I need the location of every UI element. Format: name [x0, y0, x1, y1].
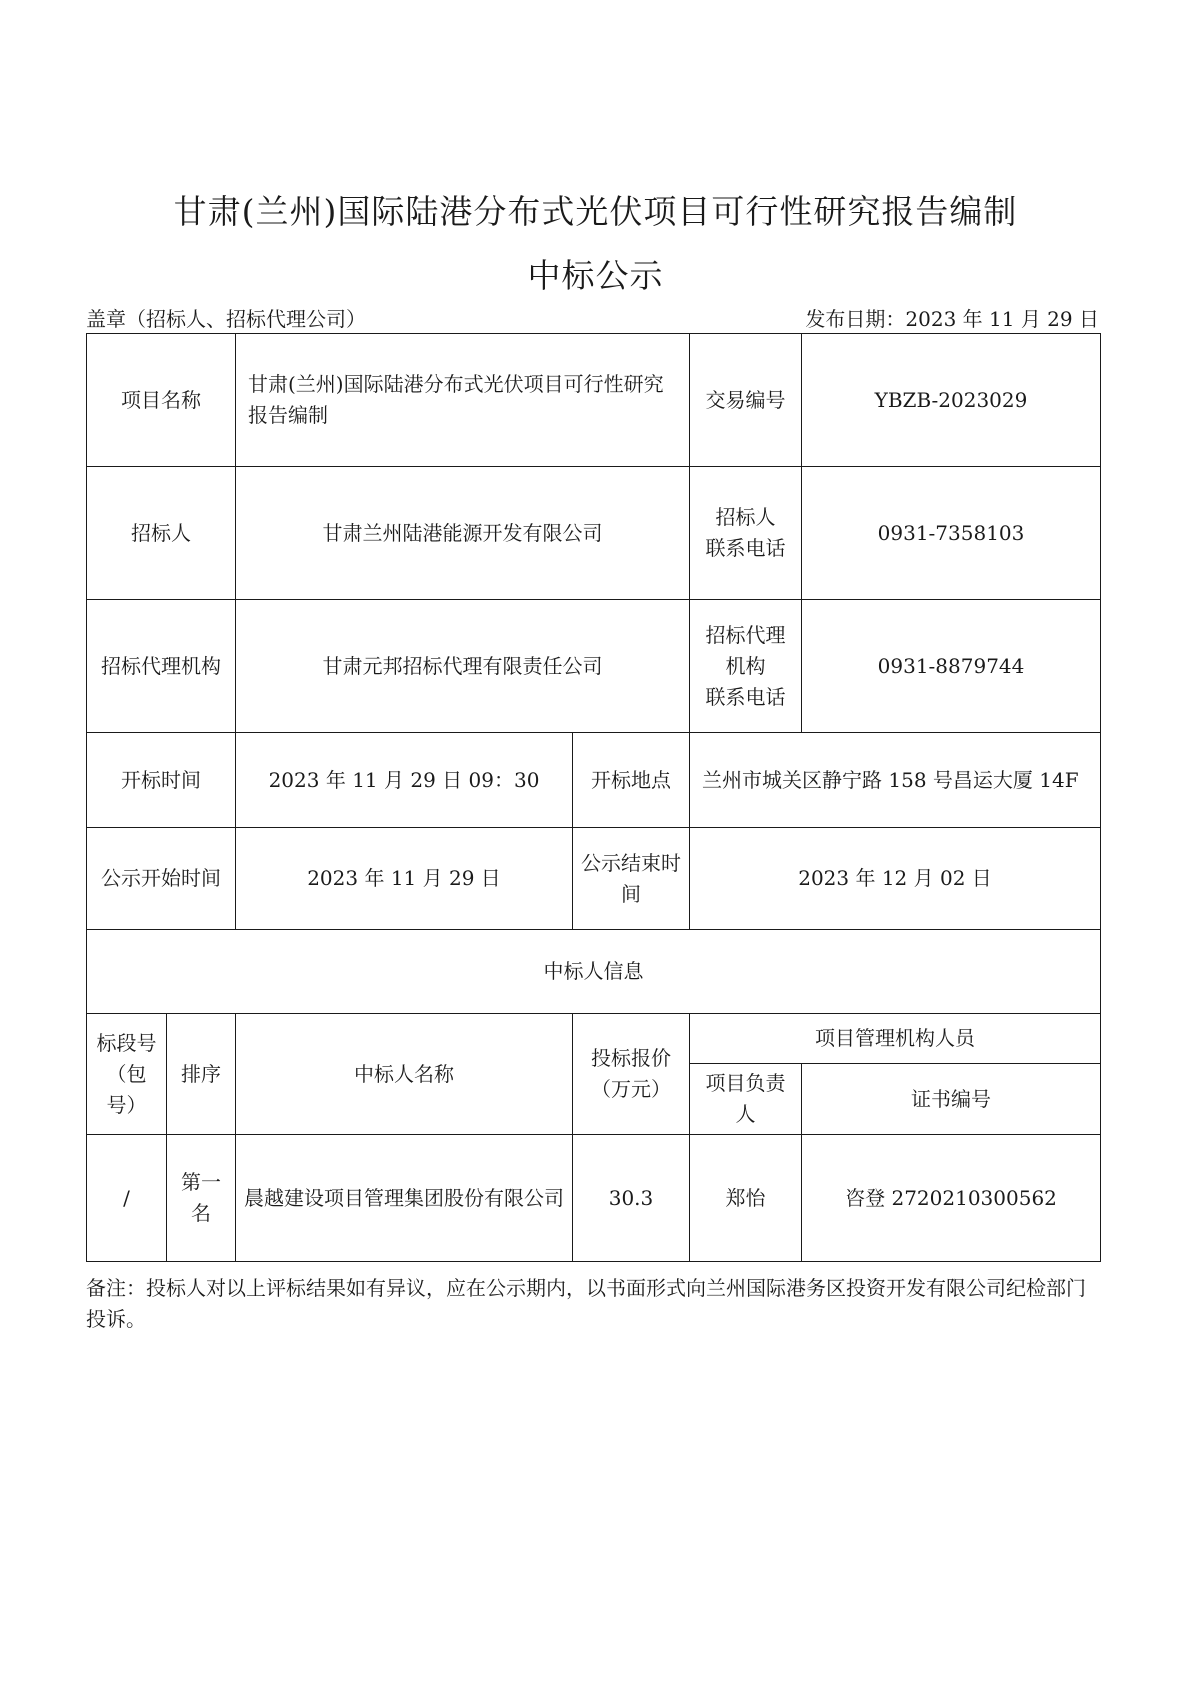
- tenderer-phone-label-line2: 联系电话: [705, 536, 786, 560]
- table-row: [87, 733, 1101, 828]
- winner-project-leader: 郑怡: [690, 1135, 802, 1262]
- winner-bid-price: 30.3: [573, 1135, 690, 1262]
- publicity-end-label: 公示结束时间: [573, 828, 690, 930]
- header-rank: 排序: [167, 1014, 236, 1135]
- trade-no-value: YBZB-2023029: [802, 334, 1101, 467]
- publicity-start-label: 公示开始时间: [87, 828, 236, 930]
- publicity-start-value: 2023 年 11 月 29 日: [236, 828, 573, 930]
- header-bid-price: 投标报价（万元）: [573, 1014, 690, 1135]
- publish-date: 发布日期：2023 年 11 月 29 日: [805, 307, 1099, 331]
- document-subtitle: 中标公示: [527, 256, 664, 295]
- open-place-value: 兰州市城关区静宁路 158 号昌运大厦 14F: [690, 733, 1101, 828]
- winner-name: 晨越建设项目管理集团股份有限公司: [236, 1135, 573, 1262]
- winner-section-title: 中标人信息: [87, 930, 1101, 1014]
- trade-no-label: 交易编号: [690, 334, 802, 467]
- agency-phone-label-line1: 招标代理机构: [705, 622, 786, 678]
- project-name-label: 项目名称: [87, 334, 236, 467]
- document-title: 甘肃(兰州)国际陆港分布式光伏项目可行性研究报告编制: [173, 192, 1018, 231]
- agency-value: 甘肃元邦招标代理有限责任公司: [236, 600, 690, 733]
- agency-phone-label: [690, 600, 802, 733]
- open-time-value: 2023 年 11 月 29 日 09：30: [236, 733, 573, 828]
- agency-phone-value: 0931-8879744: [802, 600, 1101, 733]
- tenderer-phone-label: [690, 467, 802, 600]
- tenderer-value: 甘肃兰州陆港能源开发有限公司: [236, 467, 690, 600]
- open-place-label: 开标地点: [573, 733, 690, 828]
- open-time-label: 开标时间: [87, 733, 236, 828]
- table-header-row: [87, 1014, 1101, 1064]
- stamp-label: 盖章（招标人、招标代理公司）: [86, 307, 366, 331]
- project-name-value: 甘肃(兰州)国际陆港分布式光伏项目可行性研究报告编制: [236, 334, 690, 467]
- header-lot-no: 标段号（包号）: [87, 1014, 167, 1135]
- publicity-end-value: 2023 年 12 月 02 日: [690, 828, 1101, 930]
- table-row: [87, 334, 1101, 467]
- winner-lot-no: /: [87, 1135, 167, 1262]
- header-project-leader: 项目负责人: [690, 1064, 802, 1135]
- table-row: [87, 467, 1101, 600]
- agency-label: 招标代理机构: [87, 600, 236, 733]
- winner-rank: 第一名: [167, 1135, 236, 1262]
- remark-note: 备注：投标人对以上评标结果如有异议，应在公示期内，以书面形式向兰州国际港务区投资开发有限公司纪检部门投诉。: [86, 1276, 1086, 1331]
- winner-certificate-no: 咨登 2720210300562: [802, 1135, 1101, 1262]
- tenderer-phone-value: 0931-7358103: [802, 467, 1101, 600]
- agency-phone-label-line2: 联系电话: [705, 684, 786, 709]
- table-row: [87, 1135, 1101, 1262]
- table-row: [87, 828, 1101, 930]
- table-row: [87, 930, 1101, 1014]
- tenderer-phone-label-line1: 招标人: [715, 505, 776, 529]
- header-certificate-no: 证书编号: [802, 1064, 1101, 1135]
- header-winner-name: 中标人名称: [236, 1014, 573, 1135]
- tenderer-label: 招标人: [87, 467, 236, 600]
- table-row: [87, 600, 1101, 733]
- header-management-staff: 项目管理机构人员: [690, 1014, 1101, 1064]
- notice-table: [86, 333, 1101, 1262]
